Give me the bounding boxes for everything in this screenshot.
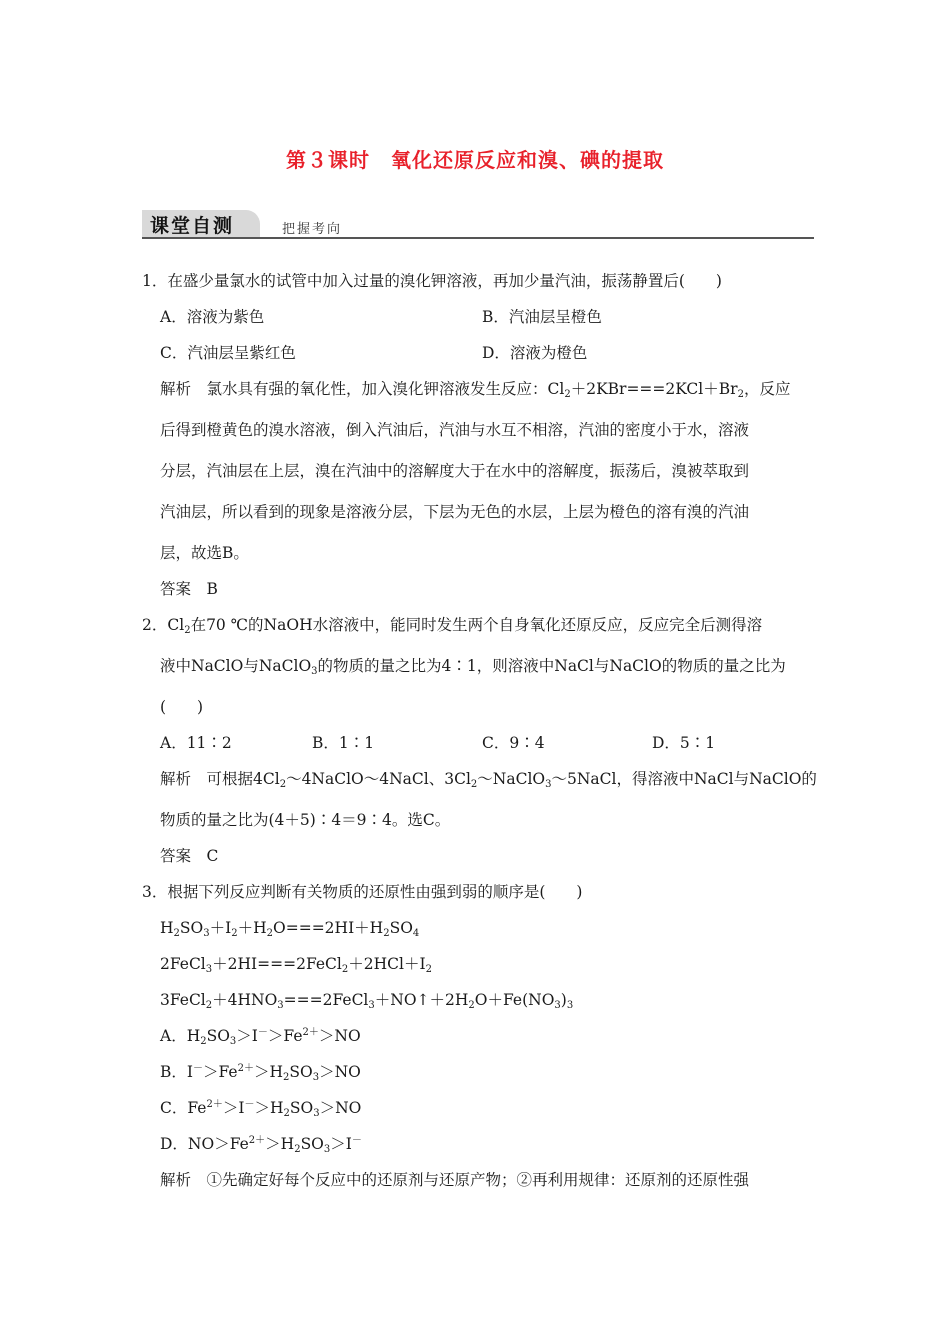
text-line: 液中NaClO与NaClO$_3$的物质的量之比为4∶1，则溶液中NaCl与NaClO的物质的量之比为 <box>160 657 786 677</box>
text-line: D．$NO>Fe^{2+}>H_2SO_3>I^-$ <box>160 1135 362 1155</box>
text-line: 层，故选B。 <box>160 544 249 562</box>
section-subtitle: 把握考向 <box>282 222 343 237</box>
text-line: 1．在盛少量氯水的试管中加入过量的溴化钾溶液，再加少量汽油，振荡静置后( ) <box>142 272 722 290</box>
section-header-tab <box>142 210 260 238</box>
text-line: D．5∶1 <box>652 734 716 752</box>
text-line: $H_2SO_3+I_2+H_2O===2HI+H_2SO_4$ <box>160 919 420 939</box>
text-line: B．1∶1 <box>312 734 375 752</box>
text-line: C．9∶4 <box>482 734 545 752</box>
text-line: 2．$Cl_2$在70 ℃的NaOH水溶液中，能同时发生两个自身氧化还原反应，反应完全后测得溶 <box>142 616 763 636</box>
text-line: B．$I^->Fe^{2+}>H_2SO_3>NO$ <box>160 1063 361 1083</box>
text-line: $2FeCl_3+2HI===2FeCl_2+2HCl+I_2$ <box>160 955 432 975</box>
text-line: 汽油层，所以看到的现象是溶液分层，下层为无色的水层，上层为橙色的溶有溴的汽油 <box>160 503 750 521</box>
page-title: 第３课时 氧化还原反应和溴、碘的提取 <box>286 148 664 172</box>
text-line: D．溶液为橙色 <box>482 344 588 362</box>
section-divider <box>142 237 814 239</box>
section-label: 课堂自测 <box>150 215 235 237</box>
text-line: 分层，汽油层在上层，溴在汽油中的溶解度大于在水中的溶解度，振荡后，溴被萃取到 <box>160 462 750 480</box>
text-line: A．$H_2SO_3>I^->Fe^{2+}>NO$ <box>160 1027 361 1047</box>
text-line: 3．根据下列反应判断有关物质的还原性由强到弱的顺序是( ) <box>142 883 583 901</box>
text-line: 解析 可根据$4Cl_2\sim 4NaClO\sim 4NaCl$、$3Cl_2\sim NaClO_3\sim 5NaCl$，得溶液中NaCl与NaClO的 <box>160 770 817 790</box>
text-line: 物质的量之比为(4＋5)∶4＝9∶4。选C。 <box>160 811 451 829</box>
text-line: C．$Fe^{2+}>I^->H_2SO_3>NO$ <box>160 1099 362 1119</box>
text-line: $3FeCl_2+4HNO_3===2FeCl_3+NO↑+2H_2O+Fe(NO_3)_3$ <box>160 991 574 1011</box>
text-line: B．汽油层呈橙色 <box>482 308 602 326</box>
text-line: 后得到橙黄色的溴水溶液，倒入汽油后，汽油与水互不相溶，汽油的密度小于水，溶液 <box>160 421 750 439</box>
text-line: 解析 ①先确定好每个反应中的还原剂与还原产物；②再利用规律：还原剂的还原性强 <box>160 1171 750 1189</box>
text-line: A．溶液为紫色 <box>160 308 265 326</box>
text-line: 解析 氯水具有强的氧化性，加入溴化钾溶液发生反应：$Cl_2+2KBr===2KCl+Br_2$，反应 <box>160 380 791 400</box>
text-line: A．11∶2 <box>160 734 232 752</box>
text-line: ( ) <box>160 698 204 716</box>
text-line: C．汽油层呈紫红色 <box>160 344 296 362</box>
text-line: 答案 C <box>160 847 219 865</box>
text-line: 答案 B <box>160 580 218 598</box>
